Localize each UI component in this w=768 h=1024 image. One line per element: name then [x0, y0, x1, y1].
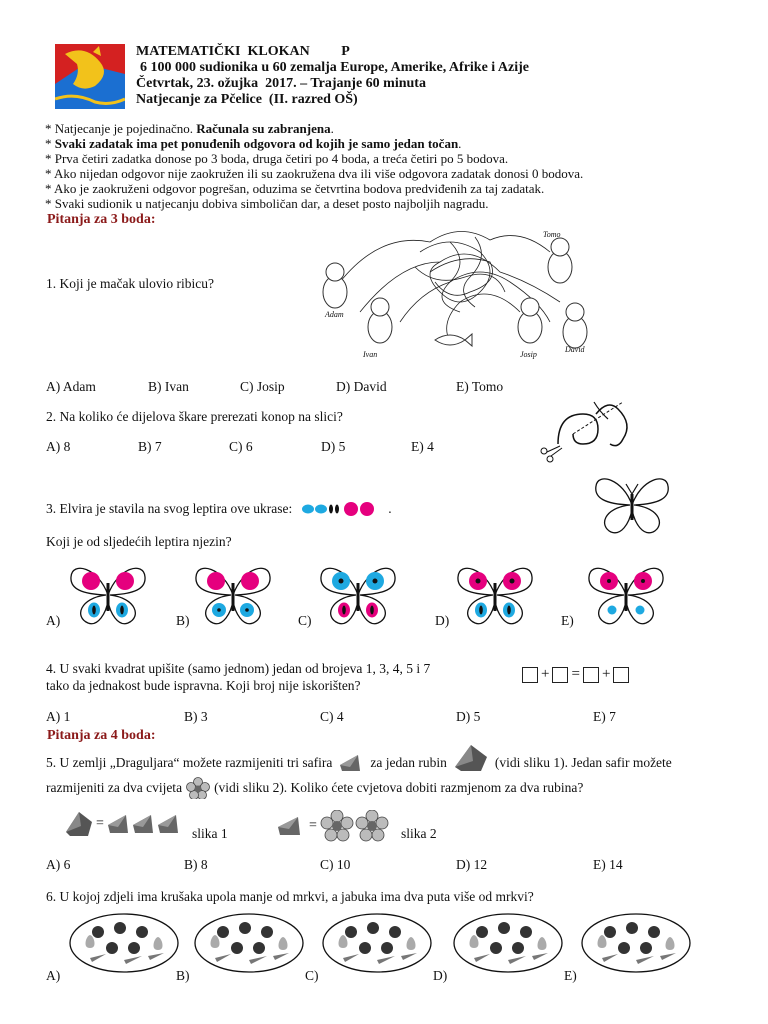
answer-box-1[interactable]	[522, 667, 538, 683]
kangaroo-logo	[55, 44, 125, 109]
q4-answer-b: B) 3	[184, 709, 208, 724]
q3-label-a: A)	[46, 613, 61, 628]
rule-item: * Ako nijedan odgovor nije zaokružen ili su zaokružena dva ili više odgovora zadatak donosi 0 bodova.	[45, 166, 584, 181]
picture-2: =	[276, 810, 390, 842]
question-3-line2: Koji je od sljedećih leptira njezin?	[46, 534, 232, 549]
q2-answer-d: D) 5	[321, 439, 346, 454]
q2-answer-a: A) 8	[46, 439, 71, 454]
q3-label-e: E)	[561, 613, 574, 628]
q3-label-c: C)	[298, 613, 312, 628]
q1-answer-b: B) Ivan	[148, 379, 189, 394]
cat-label-josip: Josip	[520, 350, 537, 359]
cat-label-david: David	[565, 345, 585, 354]
q6-label-c: C)	[305, 968, 319, 983]
butterfly-b	[193, 563, 273, 627]
bowl-e	[580, 912, 692, 974]
question-5-line2: razmijeniti za dva cvijeta (vidi sliku 2). Koliko ćete cvjetova dobiti razmjenom za dva rubina?	[46, 777, 583, 799]
rule-item: * Svaki zadatak ima pet ponuđenih odgovora od kojih je samo jedan točan.	[45, 136, 462, 151]
question-3-text: 3. Elvira je stavila na svog leptira ove ukrase:	[46, 501, 293, 516]
sapphire-icon	[276, 815, 306, 837]
ruby-icon	[451, 743, 491, 773]
q4-answer-e: E) 7	[593, 709, 616, 724]
sapphire-icon	[336, 753, 366, 773]
bowl-c	[321, 912, 433, 974]
butterfly-e	[586, 563, 666, 627]
answer-box-4[interactable]	[613, 667, 629, 683]
butterfly-d	[455, 563, 535, 627]
rule-item: * Svaki sudionik u natjecanju dobiva simboličan dar, a deset posto najboljih nagradu.	[45, 196, 489, 211]
cat-label-ivan: Ivan	[363, 350, 378, 359]
picture-1-label: slika 1	[192, 826, 228, 841]
bowl-a	[68, 912, 180, 974]
question-2: 2. Na koliko će dijelova škare prerezati konop na slici?	[46, 409, 343, 424]
rules-list	[45, 122, 583, 212]
blank-butterfly	[593, 474, 671, 536]
q6-label-a: A)	[46, 968, 61, 983]
header-participants: 6 100 000 sudionika u 60 zemalja Europe, Amerike, Afrike i Azije	[140, 60, 530, 75]
q4-answer-a: A) 1	[46, 709, 71, 724]
three-sapphires-icon	[106, 813, 182, 835]
cat-label-tomo: Tomo	[543, 230, 561, 239]
q5-answer-d: D) 12	[456, 857, 488, 872]
q5-answer-b: B) 8	[184, 857, 208, 872]
butterfly-a	[68, 563, 148, 627]
q3-label-b: B)	[176, 613, 190, 628]
rule-item: * Natjecanje je pojedinačno. Računala su zabranjena.	[45, 121, 334, 136]
equation-boxes: + = +	[522, 666, 629, 683]
flower-icon	[186, 777, 210, 799]
picture-1: =	[64, 810, 182, 838]
q1-answer-c: C) Josip	[240, 379, 285, 394]
answer-box-2[interactable]	[552, 667, 568, 683]
q4-answer-d: D) 5	[456, 709, 481, 724]
section-4-points: Pitanja za 4 boda:	[47, 728, 156, 743]
question-6: 6. U kojoj zdjeli ima krušaka upola manje od mrkvi, a jabuka ima dva puta više od mrkvi?	[46, 889, 534, 904]
q4-answer-c: C) 4	[320, 709, 344, 724]
header-category: Natjecanje za Pčelice (II. razred OŠ)	[136, 92, 358, 107]
q5-answer-c: C) 10	[320, 857, 351, 872]
q1-answer-a: A) Adam	[46, 379, 96, 394]
two-flowers-icon	[320, 810, 390, 842]
q5-answer-a: A) 6	[46, 857, 71, 872]
butterfly-c	[318, 563, 398, 627]
bowl-d	[452, 912, 564, 974]
header-date: Četvrtak, 23. ožujka 2017. – Trajanje 60 minuta	[136, 76, 426, 91]
q6-label-e: E)	[564, 968, 577, 983]
q1-answer-d: D) David	[336, 379, 387, 394]
q2-answer-c: C) 6	[229, 439, 253, 454]
q6-label-d: D)	[433, 968, 448, 983]
rule-item: * Ako je zaokruženi odgovor pogrešan, oduzima se četvrtina bodova predviđenih za taj zadatak.	[45, 181, 545, 196]
rule-item: * Prva četiri zadatka donose po 3 boda, druga četiri po 4 boda, a treća četiri po 5 bodova.	[45, 151, 509, 166]
q5-answer-e: E) 14	[593, 857, 623, 872]
q3-label-d: D)	[435, 613, 450, 628]
question-4-line1: 4. U svaki kvadrat upišite (samo jednom) jedan od brojeva 1, 3, 4, 5 i 7	[46, 661, 431, 676]
cat-label-adam: Adam	[325, 310, 344, 319]
question-1: 1. Koji je mačak ulovio ribicu?	[46, 276, 214, 291]
decorations-figure	[300, 500, 380, 518]
q2-answer-b: B) 7	[138, 439, 162, 454]
picture-2-label: slika 2	[401, 826, 437, 841]
scissors-rope-figure	[538, 394, 638, 464]
bowl-b	[193, 912, 305, 974]
q6-label-b: B)	[176, 968, 190, 983]
question-4-line2: tako da jednakost bude ispravna. Koji broj nije iskorišten?	[46, 678, 361, 693]
header-title: MATEMATIČKI KLOKAN P	[136, 44, 350, 59]
question-5-line1: 5. U zemlji „Draguljara“ možete razmijeniti tri safira za jedan rubin (vidi sliku 1). Jedan safir možete	[46, 753, 672, 773]
section-3-points: Pitanja za 3 boda:	[47, 212, 156, 227]
q2-answer-e: E) 4	[411, 439, 434, 454]
question-3: 3. Elvira je stavila na svog leptira ove ukrase: .	[46, 501, 392, 516]
q1-answer-e: E) Tomo	[456, 379, 504, 394]
ruby-icon	[64, 810, 94, 838]
answer-box-3[interactable]	[583, 667, 599, 683]
